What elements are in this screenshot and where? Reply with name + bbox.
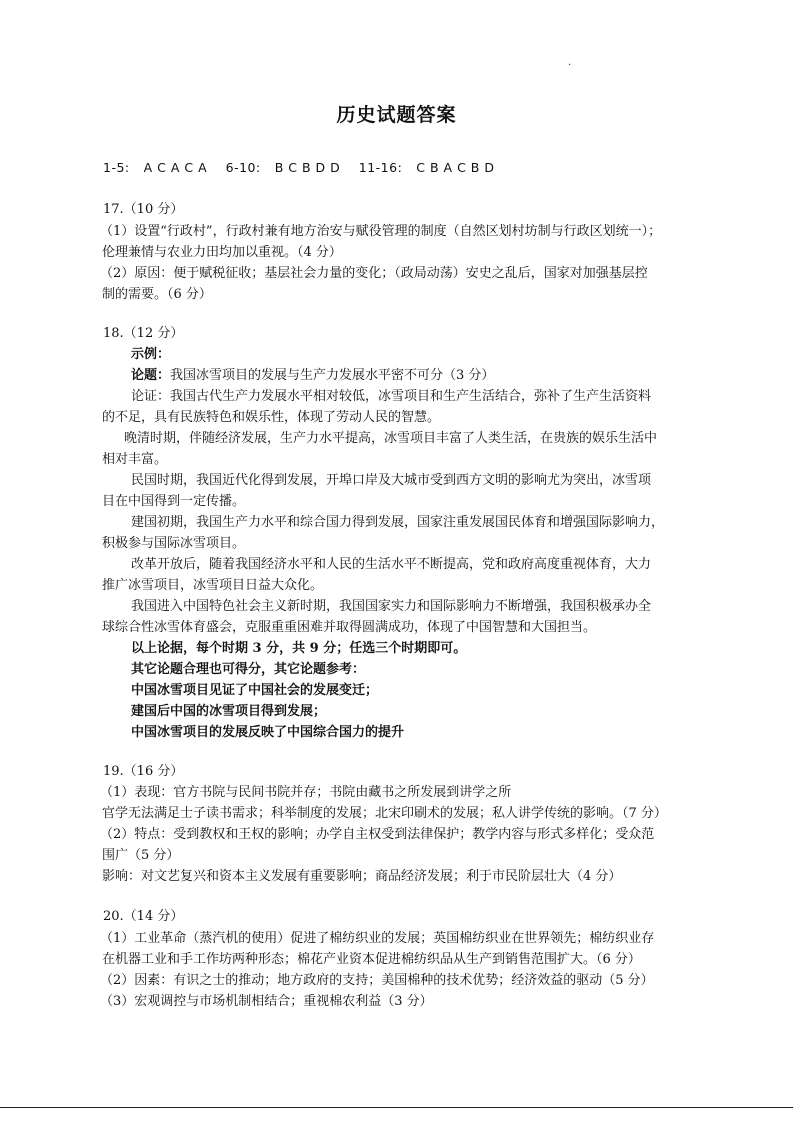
q17-line: 伦理兼情与农业力田均加以重视。（4 分） [102, 245, 342, 260]
q18-line: 推广冰雪项目，冰雪项目日益大众化。 [102, 578, 324, 593]
q17-line: （1）设置“行政村”，行政村兼有地方治安与赋役管理的制度（自然区划村坊制与行政区划统一）； [100, 224, 662, 239]
q18-line: 球综合性冰雪体育盛会，克服重重困难并取得圆满成功，体现了中国智慧和大国担当。 [102, 620, 597, 635]
q19-line: 影响：对文艺复兴和资本主义发展有重要影响；商品经济发展；利于市民阶层壮大（4 分） [102, 869, 622, 884]
q20-heading: 20.（14 分） [103, 909, 184, 924]
q18-other-thesis: 建国后中国的冰雪项目得到发展； [131, 704, 327, 719]
q20-line: （1）工业革命（蒸汽机的使用）促进了棉纺织业的发展；英国棉纺织业在世界领先；棉纺织业存 [100, 931, 655, 946]
q18-line: 论证：我国古代生产力发展水平相对较低，冰雪项目和生产生活结合，弥补了生产生活资料 [131, 389, 652, 404]
q19-line: 官学无法满足士子读书需求；科举制度的发展；北宋印刷术的发展；私人讲学传统的影响。（7 分） [102, 806, 667, 821]
q18-thesis-text: 我国冰雪项目的发展与生产力发展水平密不可分（3 分） [170, 368, 495, 383]
q20-line: （3）宏观调控与市场机制相结合；重视棉农利益（3 分） [100, 994, 433, 1009]
mc-label: 1-5: [103, 160, 130, 175]
q18-heading: 18.（12 分） [103, 326, 184, 341]
q18-other-thesis: 中国冰雪项目见证了中国社会的发展变迁； [131, 683, 379, 698]
q19-line: （2）特点：受到教权和王权的影响；办学自主权受到法律保护；教学内容与形式多样化；受众范 [100, 827, 655, 842]
q18-thesis-label: 论题： [131, 368, 171, 383]
q18-line: 相对丰富。 [102, 452, 168, 467]
q17-heading: 17.（10 分） [103, 202, 184, 217]
q20-line: （2）因素：有识之士的推动；地方政府的支持；美国棉种的技术优势；经济效益的驱动（5 分） [100, 973, 654, 988]
q18-scoring-note: 以上论据，每个时期 3 分，共 9 分；任选三个时期即可。 [131, 641, 467, 656]
q18-other-thesis: 中国冰雪项目的发展反映了中国综合国力的提升 [131, 725, 405, 740]
mc-answers: C B A C B D [416, 160, 495, 175]
q18-line: 积极参与国际冰雪项目。 [102, 536, 246, 551]
mc-label: 6-10: [225, 160, 261, 175]
mc-answers: B C B D D [274, 160, 341, 175]
q18-line: 我国进入中国特色社会主义新时期，我国国家实力和国际影响力不断增强，我国积极承办全 [131, 599, 652, 614]
q17-line: 制的需要。（6 分） [102, 287, 212, 302]
q17-line: （2）原因：便于赋税征收；基层社会力量的变化；（政局动荡）安史之乱后，国家对加强基层控 [100, 266, 648, 281]
page-title: 历史试题答案 [336, 104, 457, 126]
page-mark: · [568, 60, 572, 71]
q20-line: 在机器工业和手工作坊两种形态；棉花产业资本促进棉纺织品从生产到销售范围扩大。（6 分） [102, 952, 641, 967]
q18-line: 建国初期，我国生产力水平和综合国力得到发展，国家注重发展国民体育和增强国际影响力， [131, 515, 665, 530]
q18-line: 的不足，具有民族特色和娱乐性，体现了劳动人民的智慧。 [102, 410, 441, 425]
mc-label: 11-16: [358, 160, 403, 175]
q19-line: （1）表现：官方书院与民间书院并存；书院由藏书之所发展到讲学之所 [100, 785, 512, 800]
q18-line: 改革开放后，随着我国经济水平和人民的生活水平不断提高，党和政府高度重视体育，大力 [131, 557, 652, 572]
multiple-choice-answers [103, 158, 508, 178]
mc-answers: A C A C A [143, 160, 208, 175]
q19-heading: 19.（16 分） [103, 764, 184, 779]
q18-thesis [131, 366, 494, 386]
q18-other-thesis-note: 其它论题合理也可得分，其它论题参考： [131, 662, 366, 677]
page-bottom-rule [0, 1107, 793, 1108]
q18-line: 晚清时期，伴随经济发展，生产力水平提高，冰雪项目丰富了人类生活，在贵族的娱乐生活中 [124, 431, 658, 446]
q19-line: 围广（5 分） [102, 848, 180, 863]
q18-line: 民国时期，我国近代化得到发展，开埠口岸及大城市受到西方文明的影响尤为突出，冰雪项 [131, 473, 652, 488]
q18-line: 目在中国得到一定传播。 [102, 494, 246, 509]
q18-example-label: 示例： [131, 347, 171, 362]
